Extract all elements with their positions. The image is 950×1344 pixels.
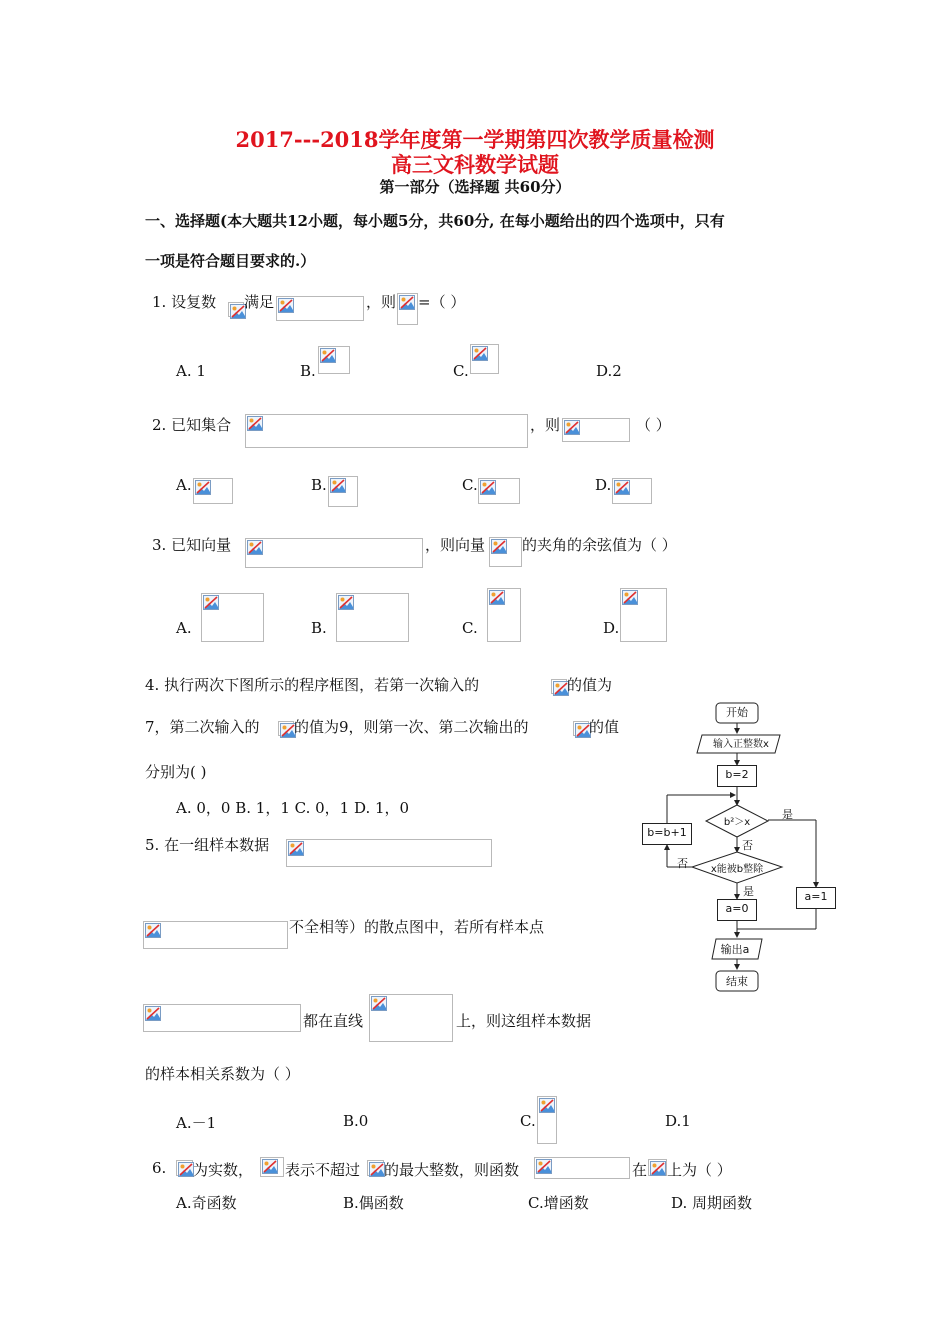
flowchart-increment: b=b+1 bbox=[642, 823, 692, 845]
q3-option-d-image bbox=[620, 588, 667, 642]
q6-image-x bbox=[176, 1160, 193, 1176]
broken-image-icon bbox=[539, 1098, 555, 1113]
q3-option-c: C. bbox=[462, 619, 478, 637]
q1-option-d: D.2 bbox=[596, 362, 622, 380]
broken-image-icon bbox=[145, 1006, 161, 1021]
q5-line4: 的样本相关系数为（ ） bbox=[145, 1065, 300, 1083]
q3-option-a-image bbox=[201, 593, 264, 642]
q6-image-r bbox=[648, 1159, 667, 1176]
q2-image-expr bbox=[562, 418, 630, 442]
broken-image-icon bbox=[278, 298, 294, 313]
q2-option-b-image bbox=[328, 476, 358, 507]
broken-image-icon bbox=[247, 416, 263, 431]
broken-image-icon bbox=[650, 1161, 666, 1176]
q6-option-a: A.奇函数 bbox=[176, 1194, 237, 1212]
q4-options: A. 0，0 B. 1，1 C. 0，1 D. 1，0 bbox=[176, 799, 410, 817]
q6-image-func bbox=[534, 1157, 630, 1179]
broken-image-icon bbox=[399, 295, 415, 310]
flowchart-start: 开始 bbox=[726, 706, 748, 719]
q6-option-b: B.偶函数 bbox=[343, 1194, 404, 1212]
flowchart-cond1: b²＞x bbox=[723, 817, 751, 828]
broken-image-icon bbox=[371, 996, 387, 1011]
q4-line2-b: 的值为9，则第一次、第二次输出的 bbox=[294, 718, 529, 736]
q3-text-a: 3. 已知向量 bbox=[152, 536, 232, 554]
broken-image-icon bbox=[330, 478, 346, 493]
q6-image-floor bbox=[260, 1157, 284, 1177]
flowchart-cond2: x能被b整除 bbox=[710, 864, 764, 875]
flowchart-yes2: 是 bbox=[743, 885, 754, 898]
q3-text-b: ，则向量 bbox=[425, 536, 486, 554]
q1-image-expr bbox=[397, 293, 418, 325]
q6-text-a: 6. bbox=[152, 1159, 167, 1177]
q5-option-b: B.0 bbox=[343, 1112, 369, 1130]
q3-text-c: 的夹角的余弦值为（ ） bbox=[522, 536, 677, 554]
q5-image-data bbox=[286, 839, 492, 867]
q4-image-x2 bbox=[278, 721, 294, 736]
broken-image-icon bbox=[564, 420, 580, 435]
q1-option-b-image bbox=[318, 346, 350, 374]
broken-image-icon bbox=[489, 590, 505, 605]
q2-option-c: C. bbox=[462, 476, 478, 494]
section-instructions-line1: 一、选择题(本大题共12小题，每小题5分，共60分, 在每小题给出的四个选项中，只有 bbox=[145, 212, 725, 230]
q3-option-d: D. bbox=[603, 619, 620, 637]
q6-text-b: 为实数， bbox=[193, 1161, 254, 1179]
q5-image-line bbox=[369, 994, 453, 1042]
q4-line2-c: 的值 bbox=[589, 718, 620, 736]
broken-image-icon bbox=[622, 590, 638, 605]
broken-image-icon bbox=[369, 1162, 385, 1177]
broken-image-icon bbox=[320, 348, 336, 363]
q1-option-a: A. 1 bbox=[176, 362, 206, 380]
q6-text-e: 在 bbox=[632, 1161, 648, 1179]
broken-image-icon bbox=[262, 1159, 278, 1174]
q5-line2: 不全相等）的散点图中，若所有样本点 bbox=[289, 918, 545, 936]
q6-option-d: D. 周期函数 bbox=[671, 1194, 753, 1212]
q1-text-a: 1. 设复数 bbox=[152, 293, 217, 311]
q3-option-b: B. bbox=[311, 619, 327, 637]
q4-line1-b: 的值为 bbox=[567, 676, 613, 694]
part-heading: 第一部分（选择题 共60分） bbox=[379, 178, 571, 196]
q4-image-a bbox=[573, 721, 589, 736]
q1-option-c-image bbox=[470, 344, 499, 374]
q4-line2-a: 7，第二次输入的 bbox=[145, 718, 260, 736]
q5-line3-a: 都在直线 bbox=[303, 1012, 364, 1030]
q6-text-f: 上为（ ） bbox=[667, 1161, 732, 1179]
broken-image-icon bbox=[472, 346, 488, 361]
q1-text-c: ，则 bbox=[366, 293, 397, 311]
broken-image-icon bbox=[288, 841, 304, 856]
section-instructions-line2: 一项是符合题目要求的.） bbox=[145, 252, 316, 270]
q5-image-points bbox=[143, 1004, 301, 1032]
flowchart-no1: 否 bbox=[742, 839, 753, 852]
q1-text-b: 满足 bbox=[244, 293, 275, 311]
broken-image-icon bbox=[195, 480, 211, 495]
q5-image-data2 bbox=[143, 921, 288, 949]
q5-option-a: A.－1 bbox=[176, 1114, 217, 1132]
q2-option-b: B. bbox=[311, 476, 327, 494]
q2-option-d: D. bbox=[595, 476, 612, 494]
q3-image-vectors bbox=[245, 538, 423, 568]
q5-option-d: D.1 bbox=[665, 1112, 691, 1130]
q1-option-c: C. bbox=[453, 362, 469, 380]
q3-image-ab bbox=[489, 537, 522, 567]
q2-option-c-image bbox=[478, 478, 520, 504]
q1-option-b: B. bbox=[300, 362, 316, 380]
broken-image-icon bbox=[491, 539, 507, 554]
flowchart-a0: a=0 bbox=[717, 899, 757, 921]
flowchart-output: 输出a bbox=[720, 943, 750, 956]
flowchart-end: 结束 bbox=[726, 975, 748, 988]
broken-image-icon bbox=[203, 595, 219, 610]
q3-option-a: A. bbox=[176, 619, 192, 637]
q2-text-c: （ ） bbox=[636, 416, 671, 434]
q6-text-c: 表示不超过 bbox=[285, 1161, 361, 1179]
q2-option-a-image bbox=[193, 478, 233, 504]
q4-line3: 分别为( ) bbox=[145, 763, 207, 781]
q5-option-c-image bbox=[537, 1096, 557, 1144]
q5-line1: 5. 在一组样本数据 bbox=[145, 836, 270, 854]
exam-title: 2017---2018学年度第一学期第四次教学质量检测 bbox=[235, 127, 715, 152]
broken-image-icon bbox=[247, 540, 263, 555]
flowchart-a1: a=1 bbox=[796, 887, 836, 909]
q2-option-d-image bbox=[612, 478, 652, 504]
q6-image-x2 bbox=[367, 1160, 384, 1176]
q3-option-c-image bbox=[487, 588, 521, 642]
flowchart-init: b=2 bbox=[717, 765, 757, 787]
flowchart-yes1: 是 bbox=[782, 808, 793, 821]
q6-text-d: 的最大整数，则函数 bbox=[384, 1161, 520, 1179]
q4-image-x1 bbox=[551, 679, 567, 694]
q1-text-d: =（ ） bbox=[418, 293, 466, 311]
q2-image-sets bbox=[245, 414, 528, 448]
q1-image-z bbox=[228, 302, 244, 317]
q5-option-c: C. bbox=[520, 1112, 536, 1130]
broken-image-icon bbox=[338, 595, 354, 610]
broken-image-icon bbox=[614, 480, 630, 495]
flowchart-no2: 否 bbox=[677, 857, 688, 870]
q3-option-b-image bbox=[336, 593, 409, 642]
broken-image-icon bbox=[178, 1162, 194, 1177]
broken-image-icon bbox=[536, 1159, 552, 1174]
q2-option-a: A. bbox=[176, 476, 192, 494]
q5-line3-b: 上，则这组样本数据 bbox=[456, 1012, 592, 1030]
q1-image-condition bbox=[276, 296, 364, 321]
q4-line1-a: 4. 执行两次下图所示的程序框图，若第一次输入的 bbox=[145, 676, 480, 694]
exam-subtitle: 高三文科数学试题 bbox=[391, 152, 559, 177]
q2-text-b: ，则 bbox=[530, 416, 561, 434]
q2-text-a: 2. 已知集合 bbox=[152, 416, 232, 434]
broken-image-icon bbox=[480, 480, 496, 495]
broken-image-icon bbox=[145, 923, 161, 938]
q6-option-c: C.增函数 bbox=[528, 1194, 589, 1212]
flowchart-input: 输入正整数x bbox=[713, 739, 769, 750]
